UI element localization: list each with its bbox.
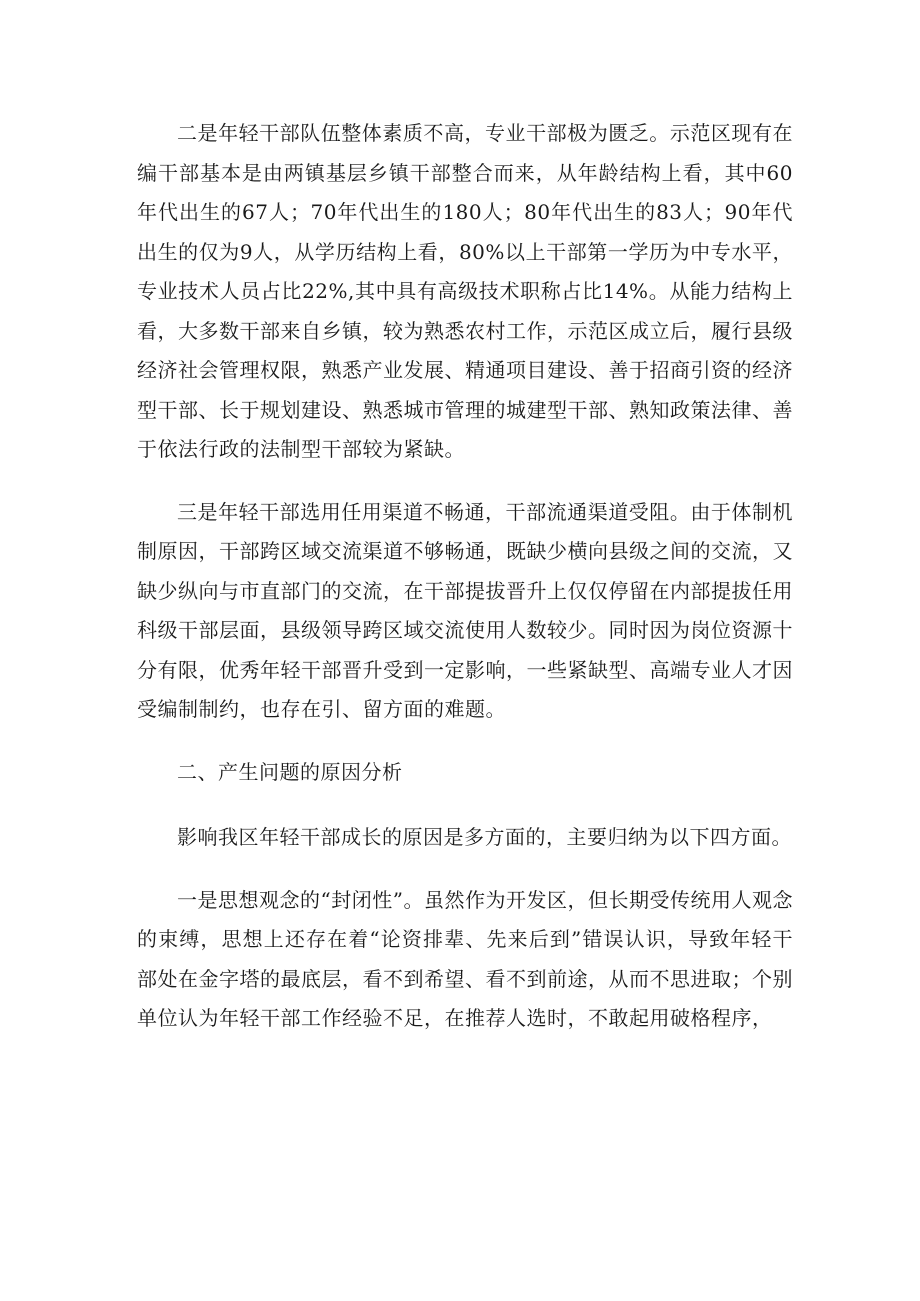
paragraph-cause-intro: 影响我区年轻干部成长的原因是多方面的，主要归纳为以下四方面。: [177, 825, 792, 849]
paragraph-selection-channels: 三是年轻干部选用任用渠道不畅通，干部流通渠道受阻。由于体制机制原因，干部跨区域交流渠道不够畅通，既缺少横向县级之间的交流，又缺少纵向与市直部门的交流，在干部提拔晋升上仅仅停留在内部提拔任用科级干部层面，县级领导跨区域交流使用人数较少。同时因为岗位资源十分有限，优秀年轻干部晋升受到一定影响，一些紧缺型、高端专业人才因受编制制约，也存在引、留方面的难题。: [137, 499, 793, 721]
paragraph-young-cadre-quality: 二是年轻干部队伍整体素质不高，专业干部极为匮乏。示范区现有在编干部基本是由两镇基层乡镇干部整合而来，从年龄结构上看，其中60年代出生的67人；70年代出生的180人；80年代出生的83人；90年代出生的仅为9人，从学历结构上看，80%以上干部第一学历为中专水平，专业技术人员占比22%,其中具有高级技术职称占比14%。从能力结构上看，大多数干部来自乡镇，较为熟悉农村工作，示范区成立后，履行县级经济社会管理权限，熟悉产业发展、精通项目建设、善于招商引资的经济型干部、长于规划建设、熟悉城市管理的城建型干部、熟知政策法律、善于依法行政的法制型干部较为紧缺。: [137, 121, 793, 461]
section-heading-cause-analysis: 二、产生问题的原因分析: [177, 759, 403, 784]
document-body: [137, 114, 793, 1062]
paragraph-closed-thinking: 一是思想观念的“封闭性”。虽然作为开发区，但长期受传统用人观念的束缚，思想上还存在着“论资排辈、先来后到”错误认识，导致年轻干部处在金字塔的最底层，看不到希望、看不到前途，从而不思进取；个别单位认为年轻干部工作经验不足，在推荐人选时，不敢起用破格程序，: [137, 887, 793, 1030]
